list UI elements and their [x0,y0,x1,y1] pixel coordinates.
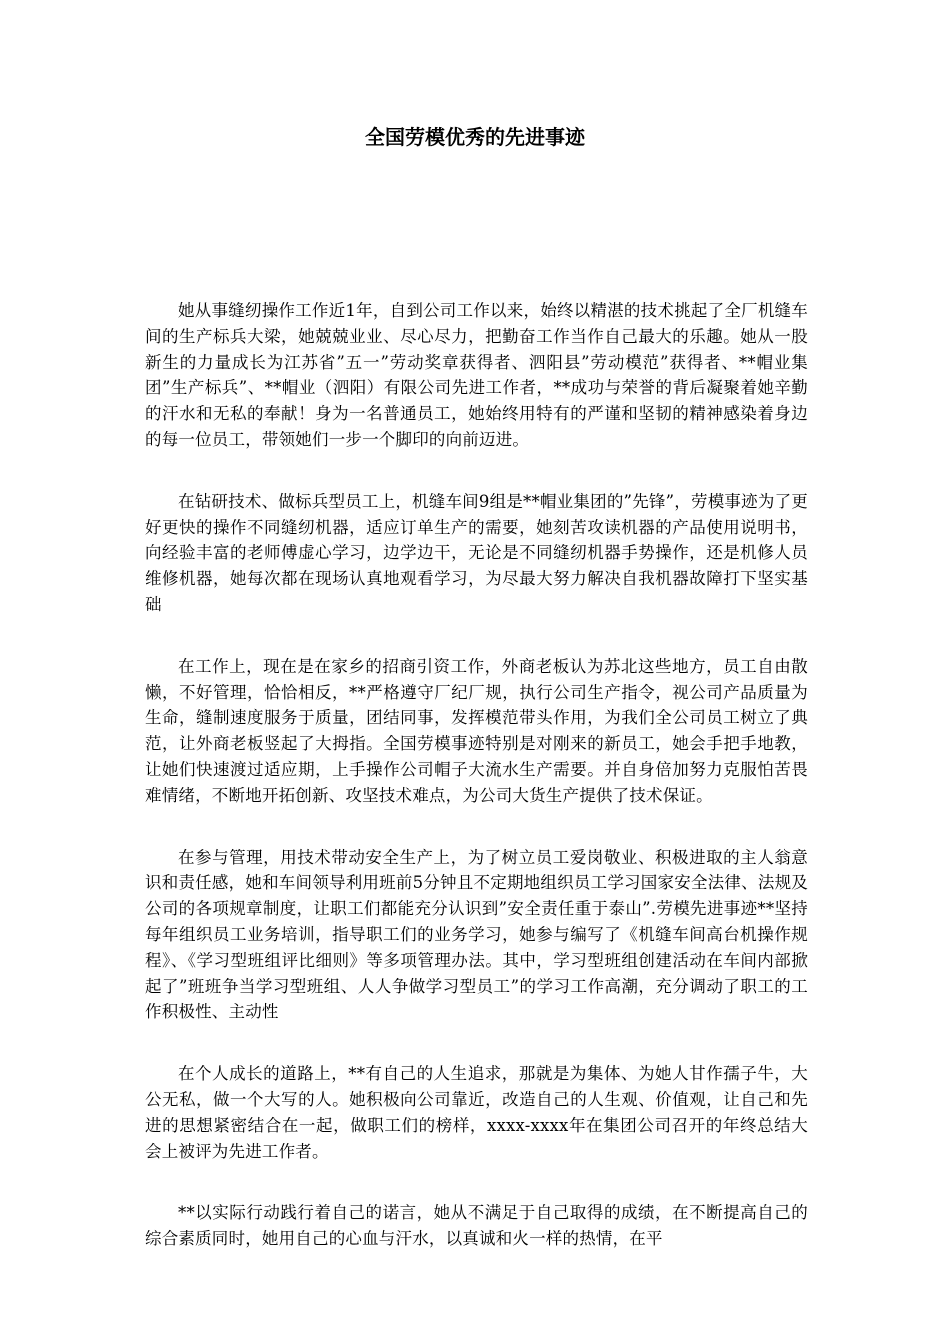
paragraph-2: 在钻研技术、做标兵型员工上，机缝车间9组是**帽业集团的”先锋”，劳模事迹为了更好更快的操作不同缝纫机器，适应订单生产的需要，她刻苦攻读机器的产品使用说明书，向经验丰富的老师傅虚心学习，边学边干，无论是不同缝纫机器手势操作，还是机修人员维修机器，她每次都在现场认真地观看学习，为尽最大努力解决自我机器故障打下坚实基础 [145,491,808,614]
document-title: 全国劳模优秀的先进事迹 [365,125,585,149]
document-body [145,298,808,1288]
paragraph-6: **以实际行动践行着自己的诺言，她从不满足于自己取得的成绩，在不断提高自己的综合素质同时，她用自己的心血与汗水，以真诚和火一样的热情，在平 [145,1203,808,1249]
paragraph-4: 在参与管理，用技术带动安全生产上，为了树立员工爱岗敬业、积极进取的主人翁意识和责任感，她和车间领导利用班前5分钟且不定期地组织员工学习国家安全法律、法规及公司的各项规章制度，让职工们都能充分认识到”安全责任重于泰山”.劳模先进事迹**坚持每年组织员工业务培训，指导职工们的业务学习，她参与编写了《机缝车间高台机操作规程》、《学习型班组评比细则》等多项管理办法。其中，学习型班组创建活动在车间内部掀起了”班班争当学习型班组、人人争做学习型员工”的学习工作高潮，充分调动了职工的工作积极性、主动性 [145,847,808,1022]
paragraph-5: 在个人成长的道路上，**有自己的人生追求，那就是为集体、为她人甘作孺子牛，大公无私，做一个大写的人。她积极向公司靠近，改造自己的人生观、价值观，让自己和先进的思想紧密结合在一起，做职工们的榜样，xxxx-xxxx年在集团公司召开的年终总结大会上被评为先进工作者。 [145,1064,808,1161]
paragraph-3: 在工作上，现在是在家乡的招商引资工作，外商老板认为苏北这些地方，员工自由散懒，不好管理，恰恰相反，**严格遵守厂纪厂规，执行公司生产指令，视公司产品质量为生命，缝制速度服务于质量，团结同事，发挥模范带头作用，为我们全公司员工树立了典范，让外商老板竖起了大拇指。全国劳模事迹特别是对刚来的新员工，她会手把手地教，让她们快速渡过适应期，上手操作公司帽子大流水生产需要。并自身倍加努力克服怕苦畏难情绪，不断地开拓创新、攻坚技术难点，为公司大货生产提供了技术保证。 [145,656,808,805]
paragraph-1: 她从事缝纫操作工作近1年，自到公司工作以来，始终以精湛的技术挑起了全厂机缝车间的生产标兵大梁，她兢兢业业、尽心尽力，把勤奋工作当作自己最大的乐趣。她从一股新生的力量成长为江苏省”五一”劳动奖章获得者、泗阳县”劳动模范”获得者、**帽业集团”生产标兵”、**帽业（泗阳）有限公司先进工作者，**成功与荣誉的背后凝聚着她辛勤的汗水和无私的奉献！身为一名普通员工，她始终用特有的严谨和坚韧的精神感染着身边的每一位员工，带领她们一步一个脚印的向前迈进。 [145,301,808,449]
